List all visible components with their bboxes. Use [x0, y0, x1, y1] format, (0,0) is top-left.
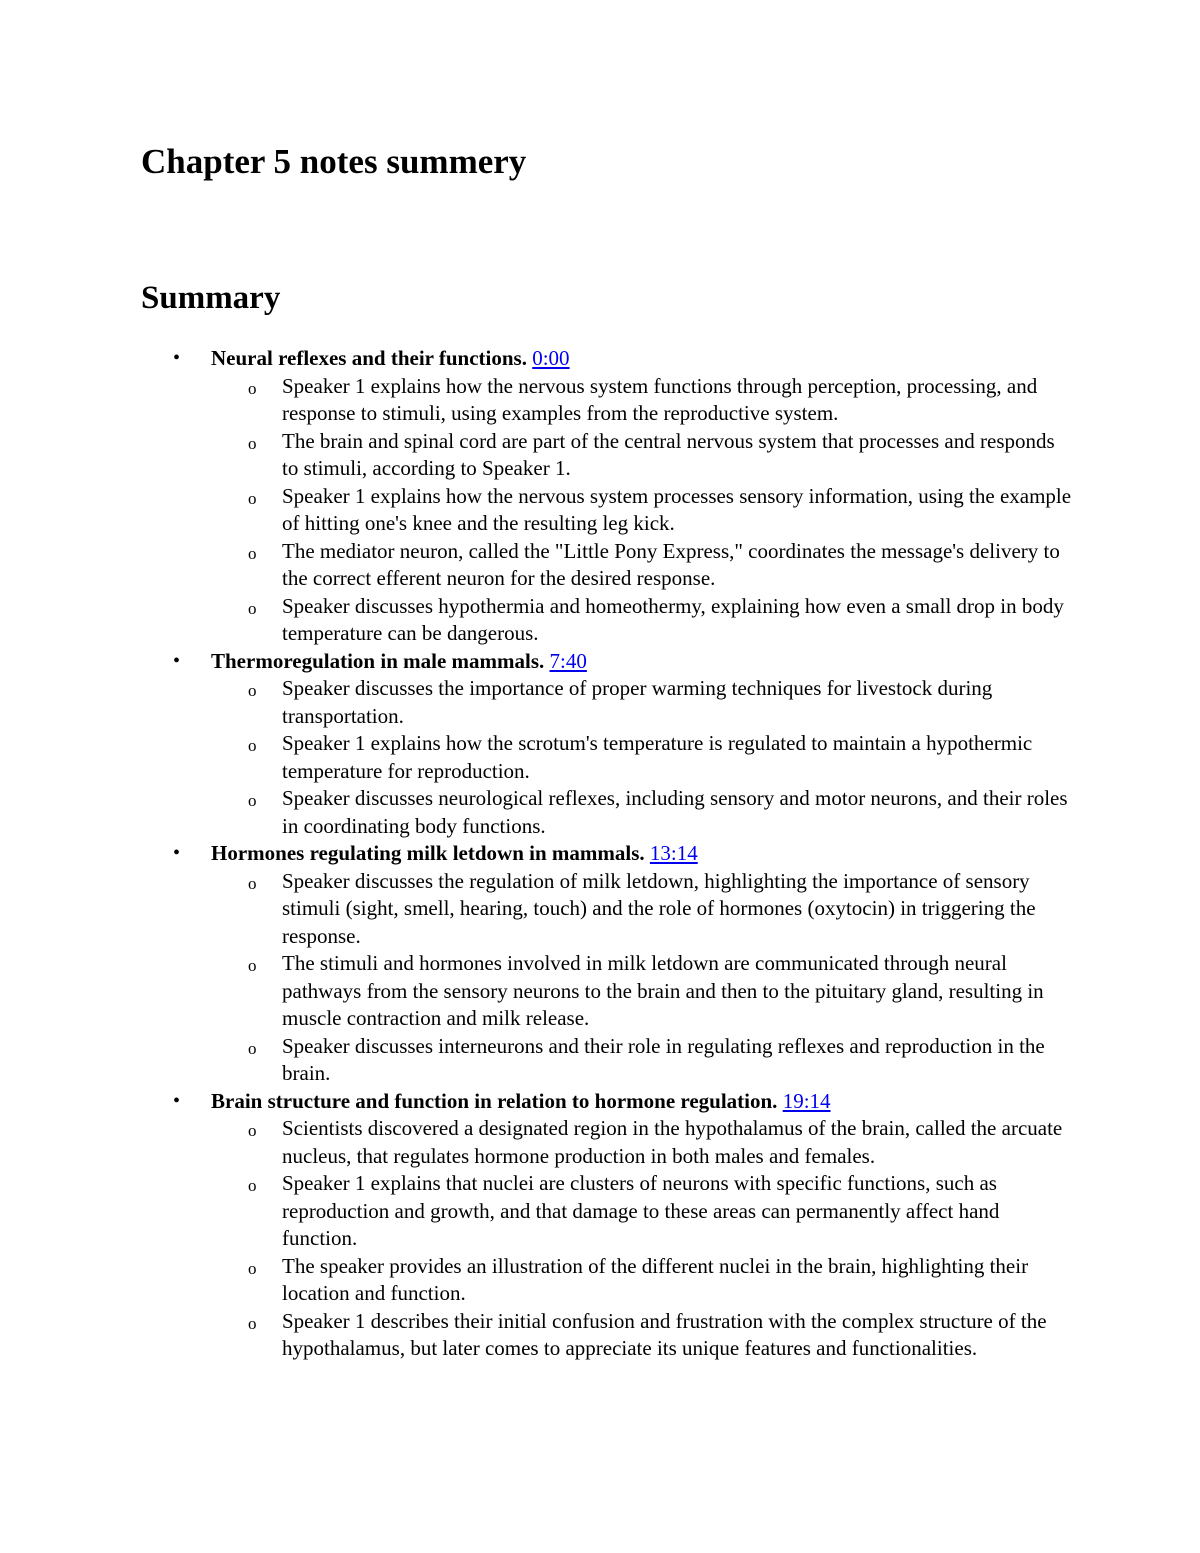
- sub-bullet-icon: o: [248, 1258, 257, 1278]
- sub-bullet-icon: o: [248, 681, 257, 700]
- point-item: [211, 785, 1081, 840]
- point-text: The mediator neuron, called the "Little Pony Express," coordinates the message's delivery to the correct efferent neuron for the desired response.: [282, 538, 1060, 590]
- sub-bullet-icon: o: [248, 598, 257, 618]
- topic-heading: Thermoregulation in male mammals.: [211, 648, 545, 673]
- sub-bullet-icon: o: [248, 1038, 257, 1058]
- sub-bullet-icon: o: [248, 488, 257, 508]
- point-list: [211, 868, 1081, 1088]
- point-list: [211, 675, 1081, 840]
- bullet-icon: •: [173, 842, 181, 864]
- timestamp-link[interactable]: 13:14: [649, 841, 698, 865]
- bullet-icon: •: [173, 347, 181, 369]
- sub-bullet-icon: o: [248, 873, 257, 893]
- topic-item: [141, 1088, 1081, 1363]
- point-text: Speaker discusses neurological reflexes, including sensory and motor neurons, and their roles in coordinating body functions.: [282, 786, 1068, 838]
- point-text: Speaker 1 explains how the scrotum's temperature is regulated to maintain a hypothermic temperature for reproduction.: [282, 731, 1033, 783]
- point-text: Speaker discusses hypothermia and homeothermy, explaining how even a small drop in body temperature can be dangerous.: [282, 593, 1064, 645]
- point-list: [211, 1115, 1081, 1363]
- point-list: [211, 373, 1081, 648]
- sub-bullet-icon: o: [248, 433, 257, 453]
- point-item: [211, 950, 1081, 1033]
- document-title: Chapter 5 notes summery: [141, 142, 527, 181]
- point-item: [211, 428, 1081, 483]
- point-text: Speaker discusses the regulation of milk letdown, highlighting the importance of sensory stimuli (sight, smell, hearing, touch) and the role of hormones (oxytocin) in triggering the response.: [282, 868, 1036, 948]
- sub-bullet-icon: o: [248, 736, 257, 755]
- topic-heading: Hormones regulating milk letdown in mammals.: [211, 841, 645, 865]
- timestamp-link[interactable]: 0:00: [532, 346, 570, 370]
- point-text: The speaker provides an illustration of the different nuclei in the brain, highlighting their location and function.: [282, 1253, 1029, 1305]
- point-item: [211, 730, 1081, 785]
- point-text: Speaker 1 explains how the nervous system functions through perception, processing, and response to stimuli, using examples from the reproductive system.: [282, 373, 1038, 425]
- topic-item: [141, 345, 1081, 648]
- topic-heading: Neural reflexes and their functions.: [211, 346, 527, 370]
- point-item: [211, 538, 1081, 593]
- point-item: [211, 1253, 1081, 1308]
- summary-heading: Summary: [141, 280, 281, 316]
- sub-bullet-icon: o: [248, 378, 257, 398]
- sub-bullet-icon: o: [248, 1121, 257, 1140]
- point-item: [211, 483, 1081, 538]
- point-item: [211, 373, 1081, 428]
- point-text: The stimuli and hormones involved in milk letdown are communicated through neural pathways from the sensory neurons to the brain and then to the pituitary gland, resulting in muscle contraction and milk release.: [282, 951, 1044, 1030]
- sub-bullet-icon: o: [248, 1176, 257, 1195]
- point-item: [211, 593, 1081, 648]
- point-item: [211, 1033, 1081, 1088]
- point-item: [211, 675, 1081, 730]
- bullet-icon: •: [173, 1089, 181, 1112]
- point-text: The brain and spinal cord are part of the central nervous system that processes and responds to stimuli, according to Speaker 1.: [282, 428, 1055, 480]
- point-item: [211, 1115, 1081, 1170]
- topic-item: [141, 648, 1081, 841]
- timestamp-link[interactable]: 7:40: [549, 648, 587, 673]
- topic-list: [141, 345, 1081, 1363]
- sub-bullet-icon: o: [248, 956, 257, 975]
- point-text: Speaker discusses the importance of proper warming techniques for livestock during transportation.: [282, 676, 993, 728]
- topic-heading: Brain structure and function in relation to hormone regulation.: [211, 1088, 778, 1113]
- point-text: Speaker 1 explains how the nervous system processes sensory information, using the example of hitting one's knee and the resulting leg kick.: [282, 483, 1072, 535]
- point-text: Speaker 1 describes their initial confusion and frustration with the complex structure of the hypothalamus, but later comes to appreciate its unique features and functionalities.: [282, 1308, 1047, 1360]
- point-text: Speaker discusses interneurons and their role in regulating reflexes and reproduction in the brain.: [282, 1033, 1045, 1085]
- sub-bullet-icon: o: [248, 1313, 257, 1333]
- point-text: Scientists discovered a designated region in the hypothalamus of the brain, called the arcuate nucleus, that regulates hormone production in both males and females.: [282, 1116, 1063, 1168]
- sub-bullet-icon: o: [248, 543, 257, 563]
- point-item: [211, 1170, 1081, 1253]
- point-item: [211, 868, 1081, 951]
- timestamp-link[interactable]: 19:14: [782, 1088, 831, 1113]
- point-text: Speaker 1 explains that nuclei are clusters of neurons with specific functions, such as reproduction and growth, and that damage to these areas can permanently affect hand function.: [282, 1171, 1000, 1250]
- sub-bullet-icon: o: [248, 791, 257, 810]
- topic-item: [141, 840, 1081, 1088]
- point-item: [211, 1308, 1081, 1363]
- bullet-icon: •: [173, 649, 181, 672]
